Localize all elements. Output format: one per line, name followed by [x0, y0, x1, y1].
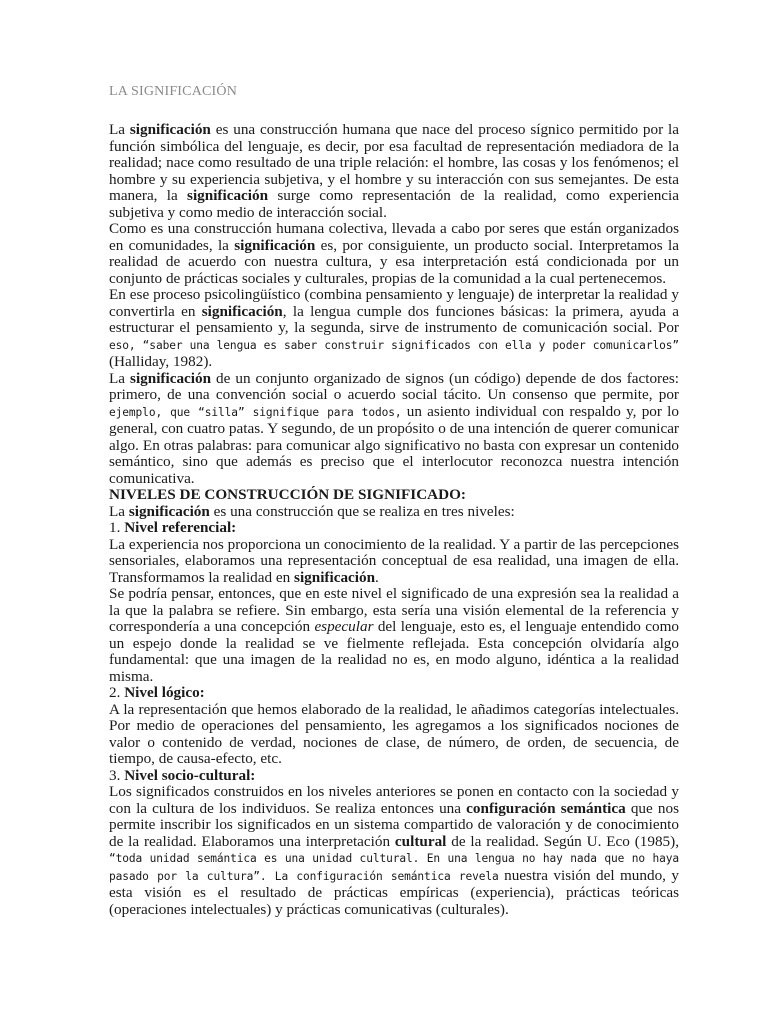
- list-number: 2.: [109, 684, 125, 701]
- text-run: es, por consiguiente, un producto social. Interpretamos la realidad de acuerdo con nuestra cultura, y esa interpretación está condicionada por un conjunto de prácticas sociales y culturales, propias de la comunidad a la cual pertenecemos.: [109, 236, 679, 287]
- text-run: es una construcción que se realiza en tres niveles:: [209, 502, 515, 520]
- nivel-3-heading: [109, 768, 679, 785]
- text-run: que nos permite inscribir los significados en un sistema compartido de valoración y de conocimiento de la realidad. Elaboramos una interpretación: [109, 799, 679, 850]
- text-run: Se podría pensar, entonces, que en este nivel el significado de una expresión sea la realidad a la que la palabra se refiere. Sin embargo, esta sería una visión elemental de la referencia y correspondería a una concepción: [109, 585, 679, 635]
- bold-term: significación: [187, 187, 269, 204]
- text-run: La: [109, 369, 131, 387]
- list-number: 1.: [109, 519, 125, 536]
- document-title: LA SIGNIFICACIÓN: [109, 84, 238, 99]
- paragraph-6: [109, 537, 679, 587]
- bold-term: cultural: [394, 832, 447, 850]
- paragraph-8: A la representación que hemos elaborado de la realidad, le añadimos categorías intelectuales. Por medio de operaciones del pensamiento, les agregamos a los significados nociones de valor o contenido de verdad, nociones de clase, de número, de orden, de secuencia, de tiempo, de causa-efecto, etc.: [109, 700, 679, 767]
- bold-term: configuración semántica: [466, 799, 626, 817]
- text-run: de la realidad. Según U. Eco (1985),: [446, 832, 679, 850]
- text-run: Los significados construidos en los niveles anteriores se ponen en contacto con la sociedad y con la cultura de los individuos. Se realiza entonces una: [109, 783, 679, 817]
- list-number: 3.: [109, 766, 125, 784]
- nivel-title: Nivel socio-cultural:: [124, 766, 256, 784]
- document-page: [109, 84, 679, 918]
- nivel-2-heading: [109, 685, 679, 702]
- bold-term: significación: [128, 502, 210, 520]
- paragraph-3: [109, 287, 679, 371]
- bold-term: significación: [234, 236, 316, 254]
- italic-term: especular: [314, 618, 374, 635]
- text-run: .: [375, 568, 379, 586]
- text-run: es una construcción humana que nace del proceso sígnico permitido por la función simbólica del lenguaje, es decir, por esa facultad de representación mediadora de la realidad; nace como resultado de una triple relación: el hombre, las cosas y los fenómenos; el hombre y su experiencia subjetiva, y el hombre y su interacción con sus semejantes. De esta manera, la: [109, 121, 679, 204]
- text-run: nuestra visión del mundo, y esta visión es el resultado de prácticas empíricas (experiencia), prácticas teóricas (operaciones intelectuales) y prácticas comunicativas (culturales).: [109, 866, 679, 918]
- text-run: (Halliday, 1982).: [109, 353, 213, 370]
- bold-term: significación: [130, 369, 212, 387]
- quote-eco: “toda unidad semántica es una unidad cultural. En una lengua no hay nada que no haya pasado por la cultura”. La configuración semántica revela: [109, 852, 679, 883]
- bold-term: significación: [201, 302, 283, 320]
- text-run: surge como representación de la realidad, como experiencia subjetiva y como medio de interacción social.: [109, 187, 679, 221]
- text-run: de un conjunto organizado de signos (un código) depende de dos factores: primero, de una convención social o acuerdo social tácito. Un consenso que permite, por: [109, 369, 679, 403]
- paragraph-4: [109, 371, 679, 488]
- paragraph-7: [109, 586, 679, 685]
- nivel-1-heading: [109, 520, 679, 537]
- text-run: La experiencia nos proporciona un conocimiento de la realidad. Y a partir de las percepciones sensoriales, elaboramos una representación conceptual de esa realidad, una imagen de ella. Transformamos la realidad en: [109, 535, 679, 586]
- paragraph-9: [109, 784, 679, 918]
- text-run: En ese proceso psicolingüístico (combina pensamiento y lenguaje) de interpretar la realidad y convertirla en: [109, 286, 679, 320]
- paragraph-1: [109, 122, 679, 221]
- text-run: del lenguaje, esto es, el lenguaje entendido como un espejo donde la realidad se ve fielmente reflejada. Esta concepción olvidaría algo fundamental: que una imagen de la realidad no es, en modo alguno, idéntica a la realidad misma.: [109, 618, 679, 685]
- text-run: Como es una construcción humana colectiva, llevada a cabo por seres que están organizados en comunidades, la: [109, 220, 679, 254]
- nivel-title: Nivel referencial:: [124, 519, 237, 536]
- quote-silla: ejemplo, que “silla” signifique para todos,: [109, 405, 402, 419]
- paragraph-5: [109, 504, 679, 521]
- paragraph-2: [109, 221, 679, 287]
- text-run: un asiento individual con respaldo y, por lo general, con cuatro patas. Y segundo, de un propósito o de una intención de querer comunicar algo. En otras palabras: para comunicar algo significativo no basta con expresar un contenido semántico, sino que además es preciso que el interlocutor reconozca nuestra intención comunicativa.: [109, 402, 679, 487]
- text-run: La: [109, 502, 129, 520]
- text-run: , la lengua cumple dos funciones básicas: la primera, ayuda a estructurar el pensamiento y, la segunda, sirve de instrumento de comunicación social. Por: [109, 302, 679, 336]
- quote-halliday: eso, “saber una lengua es saber construir significados con ella y poder comunicarlos”: [109, 338, 679, 352]
- bold-term: significación: [129, 121, 211, 138]
- nivel-title: Nivel lógico:: [124, 684, 205, 701]
- section-heading: NIVELES DE CONSTRUCCIÓN DE SIGNIFICADO:: [109, 486, 466, 503]
- text-run: La: [109, 121, 130, 138]
- bold-term: significación: [294, 568, 376, 586]
